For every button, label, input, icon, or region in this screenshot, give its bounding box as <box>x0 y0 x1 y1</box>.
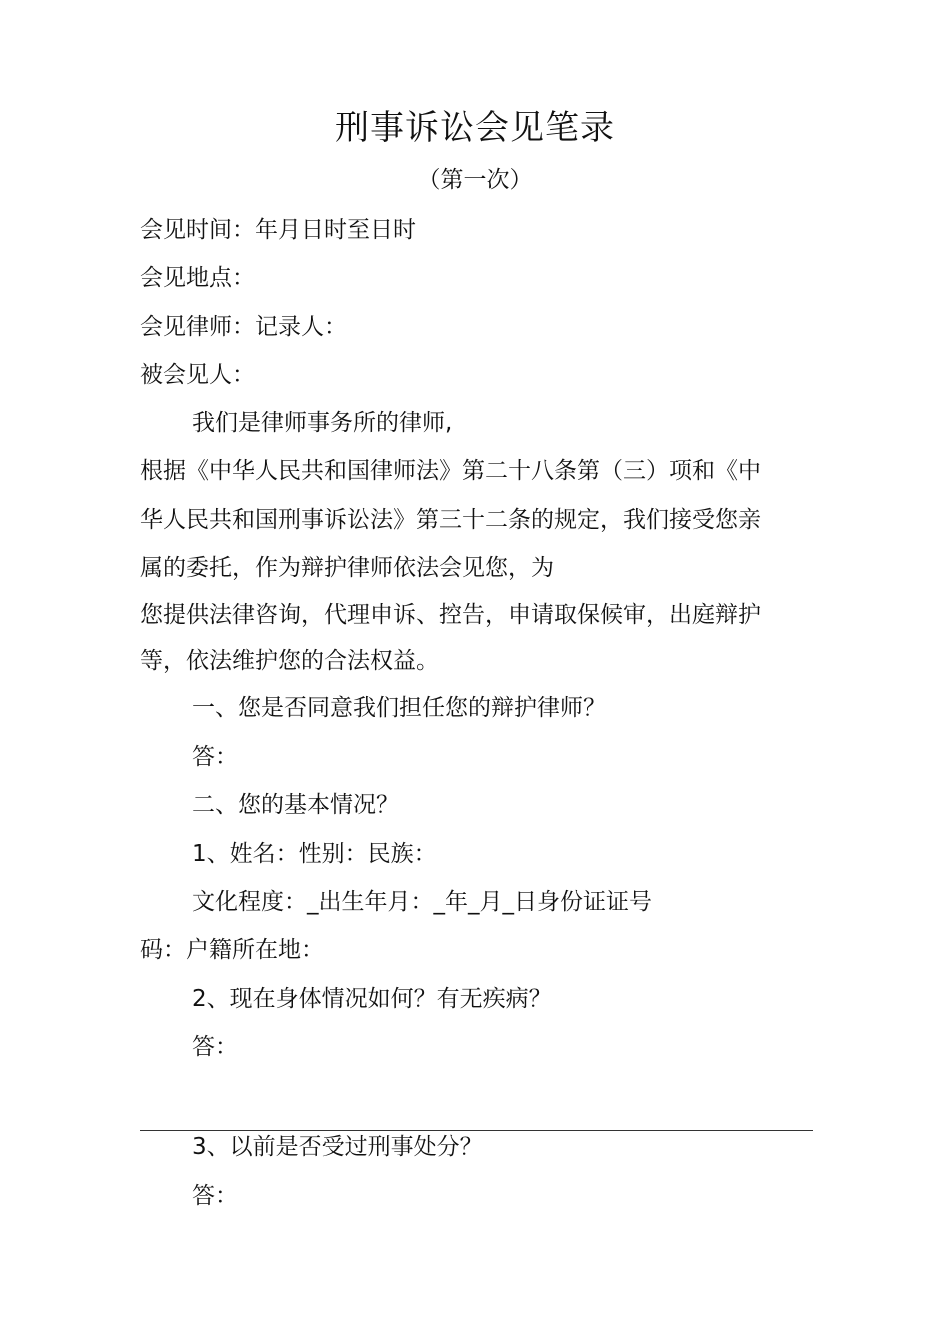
field-interviewee: 被会见人： <box>140 362 255 388</box>
field-meeting-place: 会见地点： <box>140 265 255 291</box>
question-2-name: 1、姓名：性别：民族： <box>192 841 437 867</box>
field-lawyer-recorder: 会见律师：记录人： <box>140 314 347 340</box>
question-1: 一、您是否同意我们担任您的辩护律师？ <box>192 695 606 721</box>
question-3: 3、以前是否受过刑事处分？ <box>192 1134 483 1160</box>
intro-line: 我们是律师事务所的律师, <box>192 410 453 436</box>
question-2-health: 2、现在身体情况如何？有无疾病？ <box>192 986 552 1012</box>
intro-line: 根据《中华人民共和国律师法》第二十八条第（三）项和《中 <box>140 458 761 484</box>
answer-1: 答： <box>192 744 238 770</box>
intro-line: 属的委托，作为辩护律师依法会见您，为 <box>140 555 554 581</box>
document-subtitle: （第一次） <box>417 167 533 193</box>
answer-2-health: 答： <box>192 1034 238 1060</box>
document-title: 刑事诉讼会见笔录 <box>335 108 615 148</box>
question-2-residence: 码：户籍所在地： <box>140 937 324 963</box>
intro-line: 您提供法律咨询，代理申诉、控告，申请取保候审，出庭辩护 <box>140 602 761 628</box>
intro-line: 等，依法维护您的合法权益。 <box>140 648 439 674</box>
question-2: 二、您的基本情况？ <box>192 792 399 818</box>
question-2-education: 文化程度：_出生年月：_年_月_日身份证证号 <box>192 889 652 915</box>
field-meeting-time: 会见时间：年月日时至日时 <box>140 217 416 243</box>
answer-3: 答： <box>192 1183 238 1209</box>
intro-line: 华人民共和国刑事诉讼法》第三十二条的规定，我们接受您亲 <box>140 507 761 533</box>
